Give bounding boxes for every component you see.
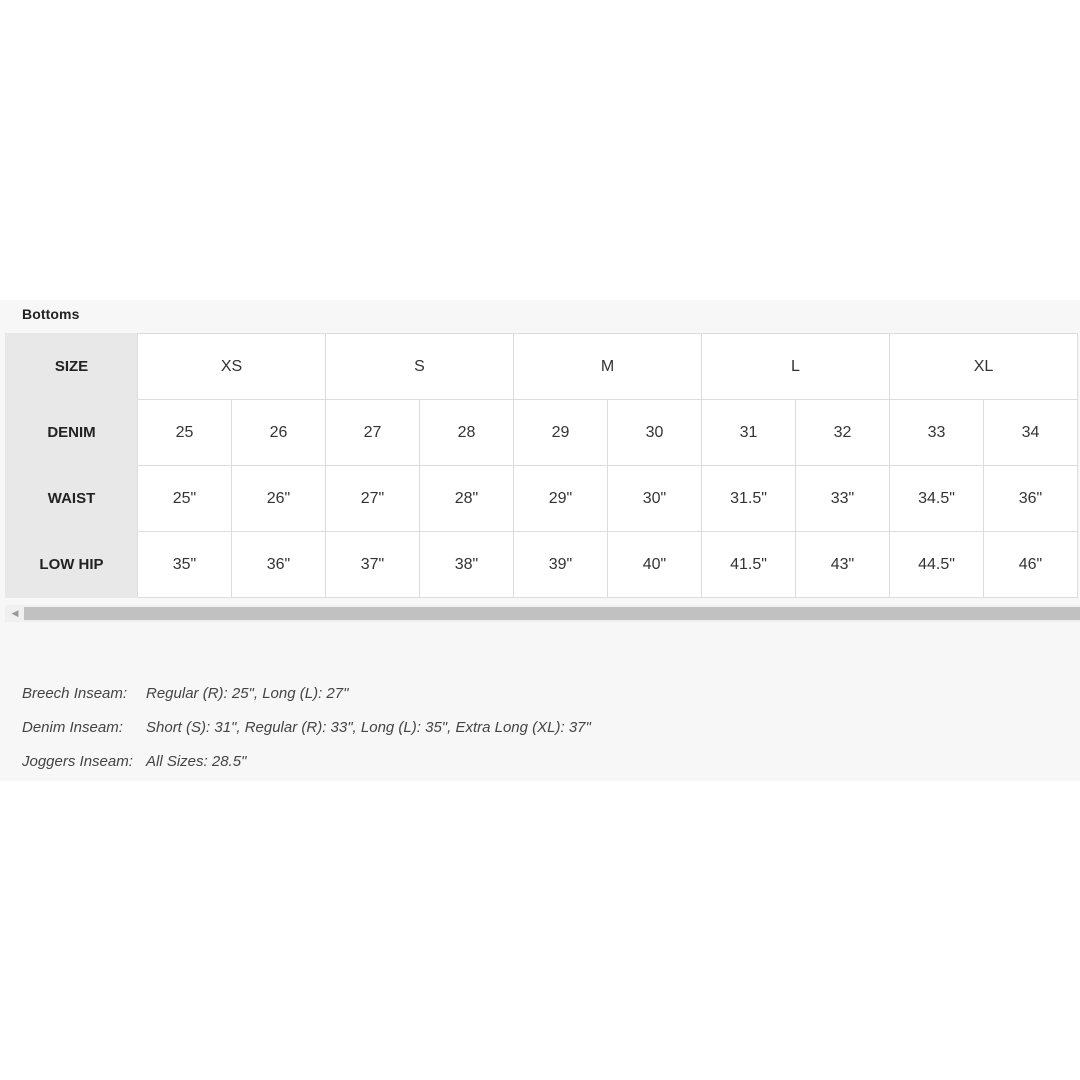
waist-cell: 27"	[326, 466, 420, 532]
low-hip-cell: 46"	[984, 532, 1078, 598]
denim-cell: 27	[326, 400, 420, 466]
denim-cell: 31	[702, 400, 796, 466]
scroll-left-arrow-icon[interactable]: ◀	[11, 608, 19, 618]
waist-cell: 33"	[796, 466, 890, 532]
size-cell: M	[514, 334, 702, 400]
low-hip-cell: 35"	[138, 532, 232, 598]
denim-cell: 32	[796, 400, 890, 466]
note-breech-inseam	[22, 682, 591, 716]
low-hip-cell: 44.5"	[890, 532, 984, 598]
row-header-size: SIZE	[6, 334, 138, 400]
size-table-scroll-area[interactable]	[5, 333, 1080, 605]
denim-cell: 30	[608, 400, 702, 466]
waist-cell: 31.5"	[702, 466, 796, 532]
denim-cell: 33	[890, 400, 984, 466]
table-row-waist	[6, 466, 1078, 532]
note-label: Breech Inseam:	[22, 685, 128, 702]
low-hip-cell: 36"	[232, 532, 326, 598]
low-hip-cell: 39"	[514, 532, 608, 598]
waist-cell: 29"	[514, 466, 608, 532]
row-header-denim: DENIM	[6, 400, 138, 466]
denim-cell: 26	[232, 400, 326, 466]
denim-cell: 34	[984, 400, 1078, 466]
horizontal-scrollbar[interactable]	[5, 605, 1080, 622]
waist-cell: 25"	[138, 466, 232, 532]
note-value: All Sizes: 28.5"	[146, 753, 247, 770]
waist-cell: 28"	[420, 466, 514, 532]
low-hip-cell: 40"	[608, 532, 702, 598]
denim-cell: 25	[138, 400, 232, 466]
low-hip-cell: 37"	[326, 532, 420, 598]
note-label: Denim Inseam:	[22, 719, 123, 736]
low-hip-cell: 43"	[796, 532, 890, 598]
low-hip-cell: 38"	[420, 532, 514, 598]
waist-cell: 36"	[984, 466, 1078, 532]
waist-cell: 30"	[608, 466, 702, 532]
table-row-size	[6, 334, 1078, 400]
section-title: Bottoms	[22, 306, 80, 322]
size-cell: XL	[890, 334, 1078, 400]
scrollbar-thumb[interactable]	[24, 607, 1080, 620]
note-value: Short (S): 31", Regular (R): 33", Long (L): 35", Extra Long (XL): 37"	[146, 719, 591, 736]
note-label: Joggers Inseam:	[22, 753, 133, 770]
waist-cell: 34.5"	[890, 466, 984, 532]
size-cell: S	[326, 334, 514, 400]
table-row-low-hip	[6, 532, 1078, 598]
waist-cell: 26"	[232, 466, 326, 532]
size-cell: L	[702, 334, 890, 400]
row-header-waist: WAIST	[6, 466, 138, 532]
note-denim-inseam	[22, 716, 591, 750]
note-value: Regular (R): 25", Long (L): 27"	[146, 685, 349, 702]
denim-cell: 29	[514, 400, 608, 466]
low-hip-cell: 41.5"	[702, 532, 796, 598]
size-table	[5, 333, 1078, 598]
note-joggers-inseam	[22, 750, 591, 784]
denim-cell: 28	[420, 400, 514, 466]
inseam-notes	[22, 682, 591, 784]
size-cell: XS	[138, 334, 326, 400]
table-row-denim	[6, 400, 1078, 466]
row-header-low-hip: LOW HIP	[6, 532, 138, 598]
